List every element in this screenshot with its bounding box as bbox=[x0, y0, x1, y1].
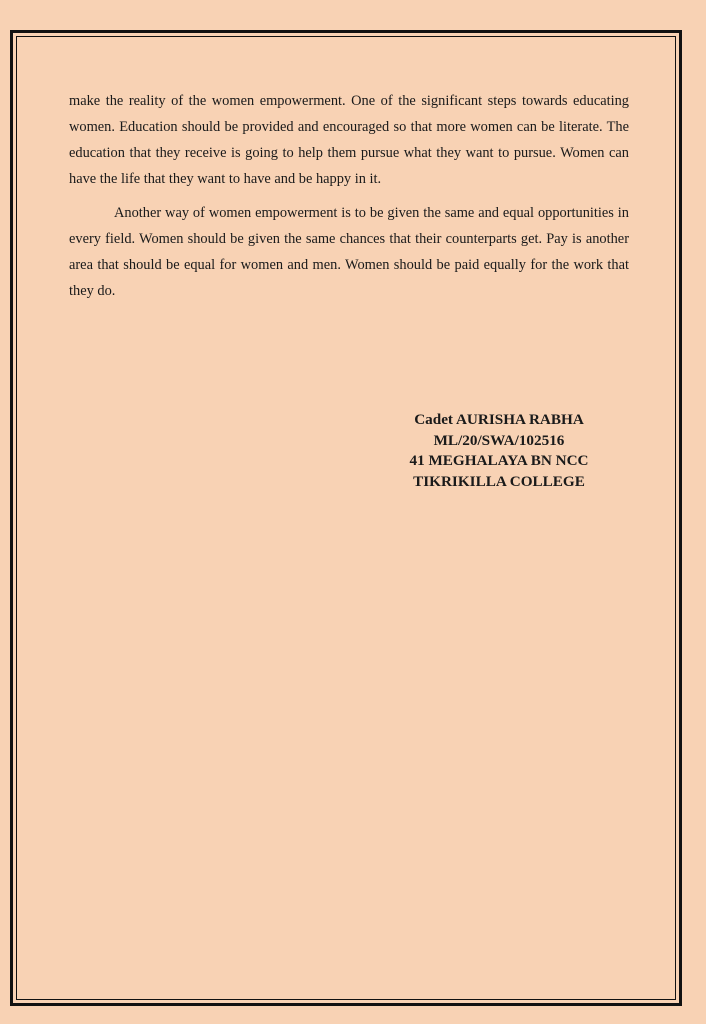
signature-block bbox=[385, 410, 613, 492]
signature-id: ML/20/SWA/102516 bbox=[433, 431, 565, 449]
signature-unit: 41 MEGHALAYA BN NCC bbox=[409, 452, 589, 469]
signature-name: Cadet AURISHA RABHA bbox=[414, 411, 584, 428]
body-text bbox=[69, 88, 629, 304]
signature-college: TIKRIKILLA COLLEGE bbox=[413, 472, 585, 490]
paragraph-1: make the reality of the women empowerment. One of the significant steps towards educating women. Education should be provided and encouraged so that more women can be literate. The education that they receive is going to help them pursue what they want to pursue. Women can have the life that they want to have and be happy in it. bbox=[69, 93, 629, 187]
paragraph-2: Another way of women empowerment is to be given the same and equal opportunities in every field. Women should be given the same chances that their counterparts get. Pay is another area that should be equal for women and men. Women should be paid equally for the work that they do. bbox=[69, 205, 629, 299]
